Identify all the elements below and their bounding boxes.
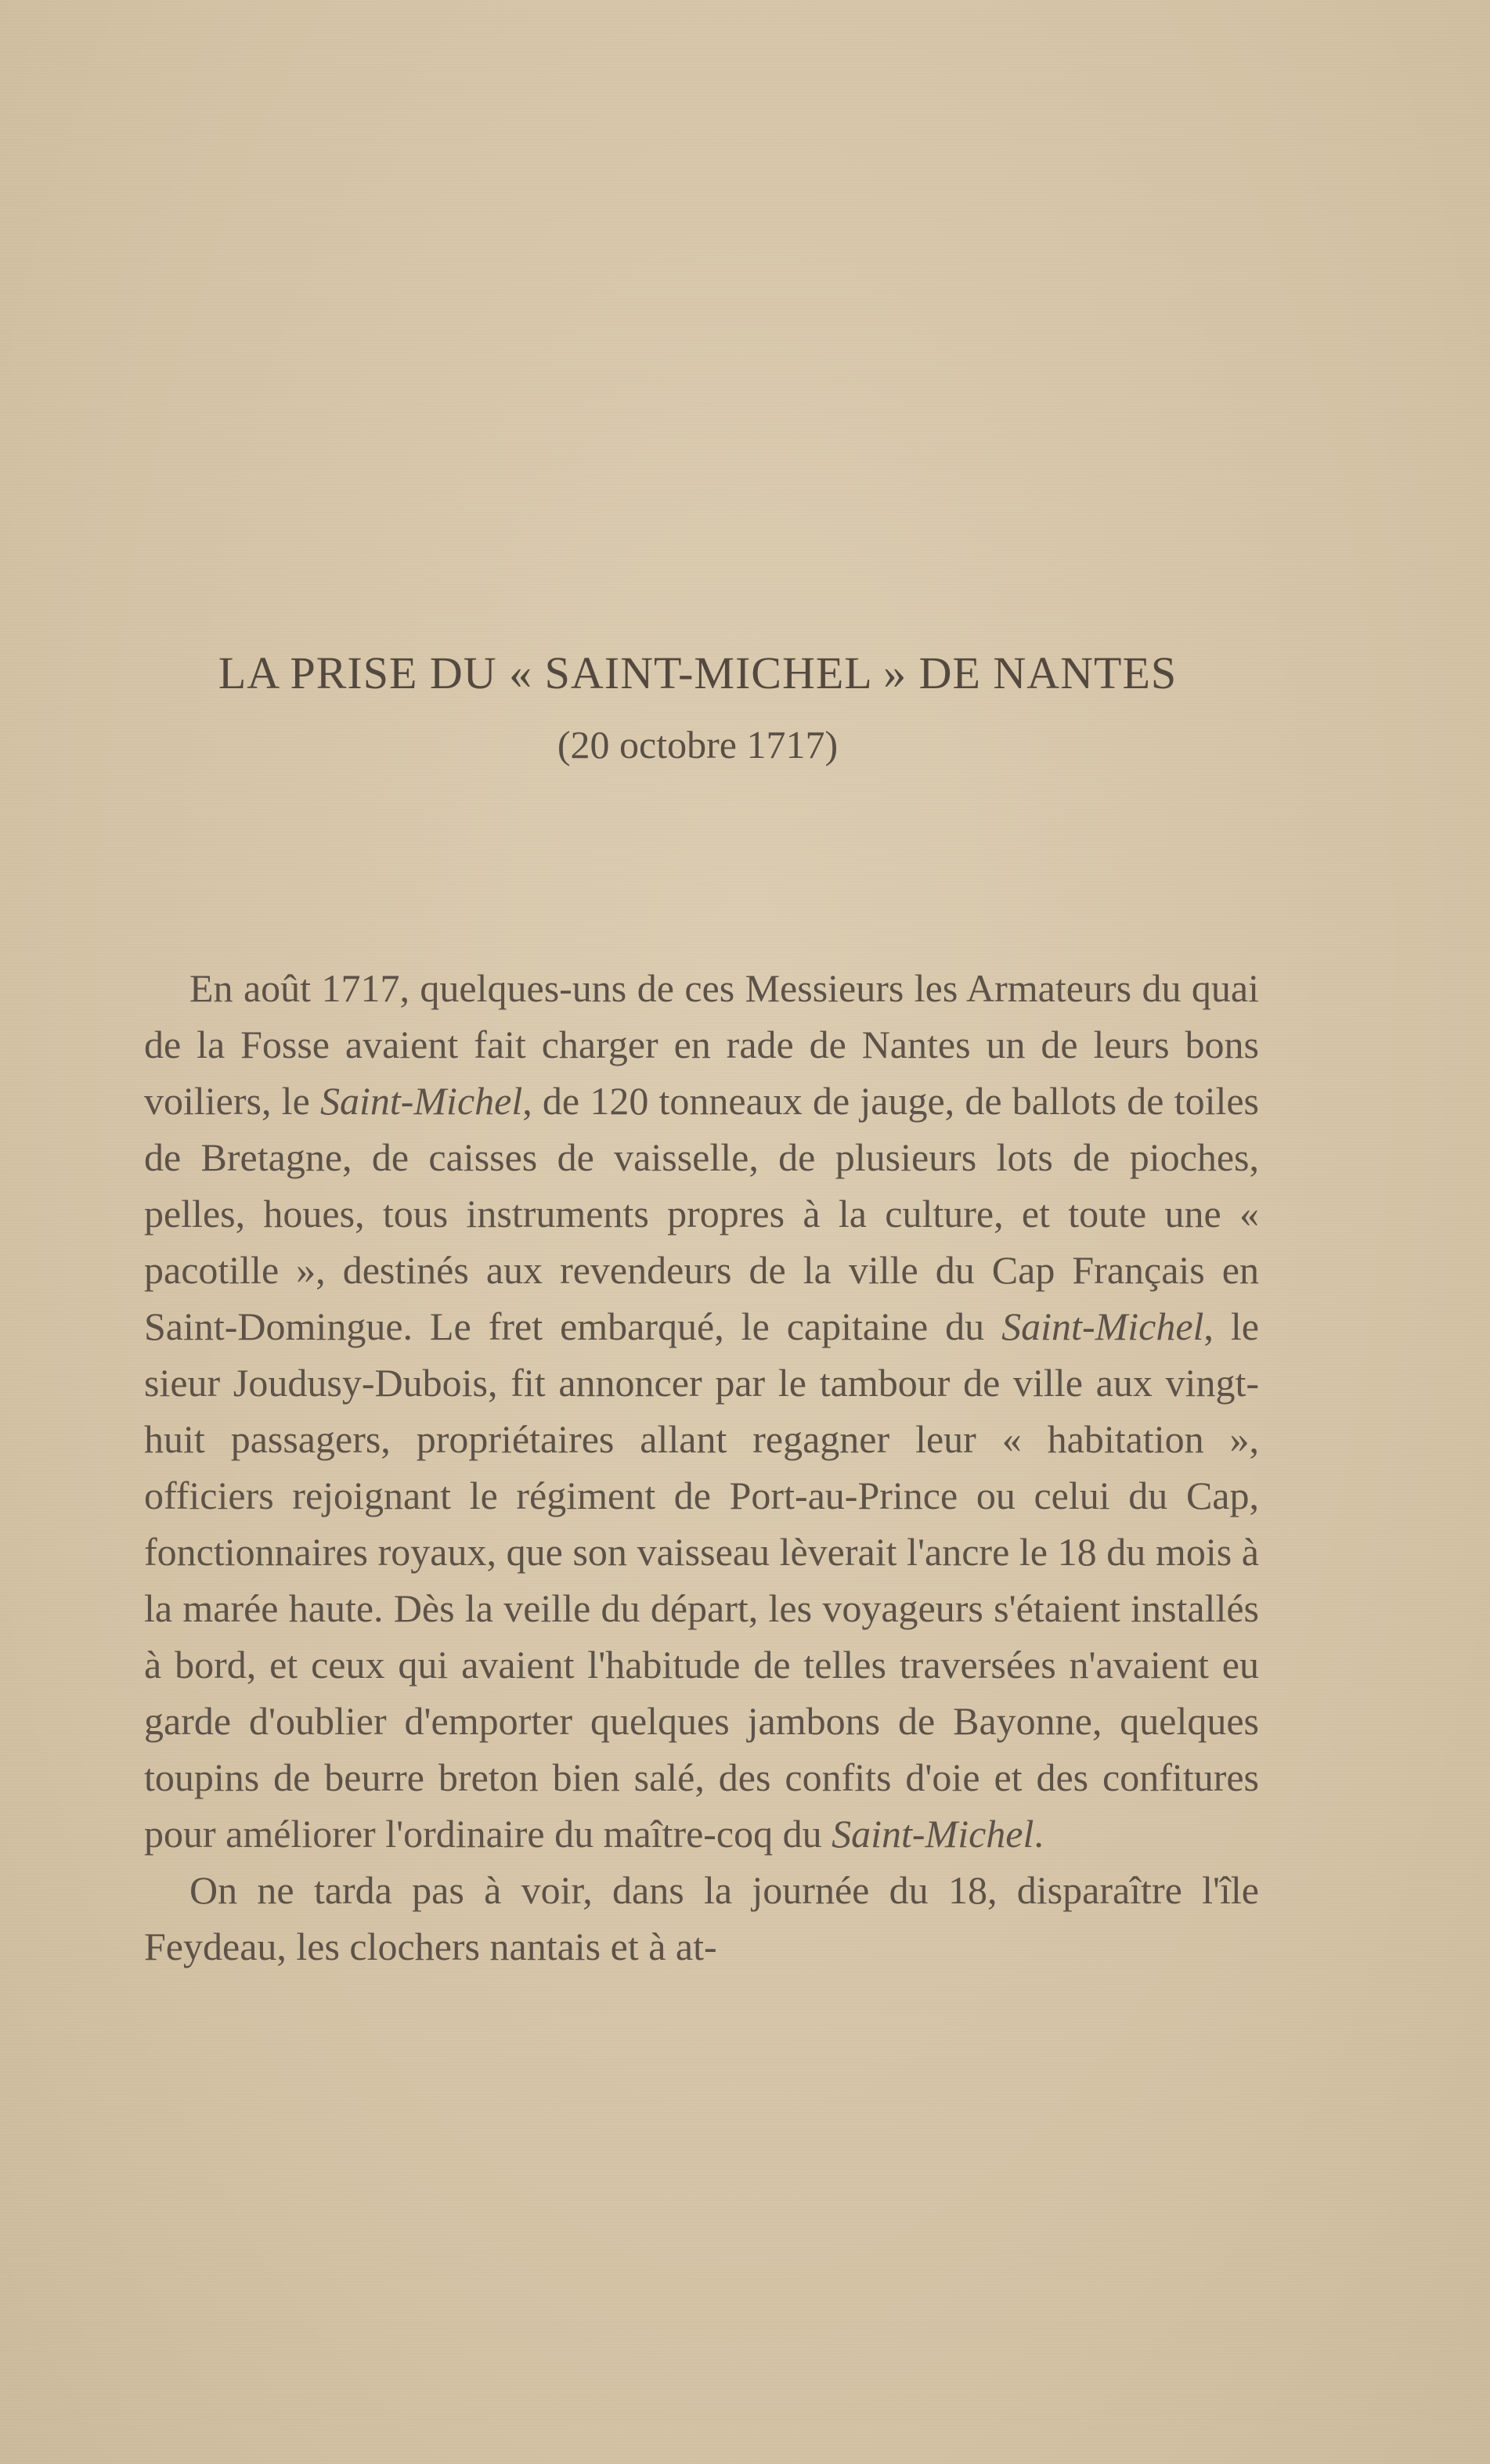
text-run: On ne tarda pas à voir, dans la journée du 18, disparaître l'île Feydeau, les clochers nantais et à at- [144, 1868, 1259, 1968]
paragraph [144, 1862, 1259, 1975]
text-run: , le sieur Joudusy-Dubois, fit annoncer par le tambour de ville aux vingt-huit passagers, propriétaires allant regagner leur « habitation », officiers rejoignant le régiment de Port-au-Prince ou celui du Cap, fonctionnaires royaux, que son vaisseau lèverait l'ancre le 18 du mois à la marée haute. Dès la veille du départ, les voyageurs s'étaient installés à bord, et ceux qui avaient l'habitude de telles traversées n'avaient eu garde d'oublier d'emporter quelques jambons de Bayonne, quelques toupins de beurre breton bien salé, des confits d'oie et des confitures pour améliorer l'ordinaire du maître-coq du [144, 1304, 1259, 1856]
body-text [144, 960, 1259, 1975]
text-run: , de 120 tonneaux de jauge, de ballots de toiles de Bretagne, de caisses de vaisselle, de plusieurs lots de pioches, pelles, houes, tous instruments propres à la culture, et toute une « pacotille », destinés aux revendeurs de la ville du Cap Français en Saint-Domingue. Le fret embarqué, le capitaine du [144, 1079, 1259, 1348]
ship-name: Saint-Michel [832, 1812, 1034, 1856]
text-run: En août 1717, quelques-uns de ces Messieurs les Armateurs du quai de la Fosse avaient fait charger en rade de Nantes un de leurs bons voiliers, le [144, 966, 1259, 1123]
text-run: . [1034, 1812, 1044, 1856]
paragraph [144, 960, 1259, 1862]
ship-name: Saint-Michel [319, 1079, 523, 1123]
ship-name: Saint-Michel [1001, 1304, 1204, 1348]
chapter-date: (20 octobre 1717) [557, 723, 839, 767]
chapter-title: LA PRISE DU « SAINT-MICHEL » DE NANTES [218, 648, 1178, 698]
